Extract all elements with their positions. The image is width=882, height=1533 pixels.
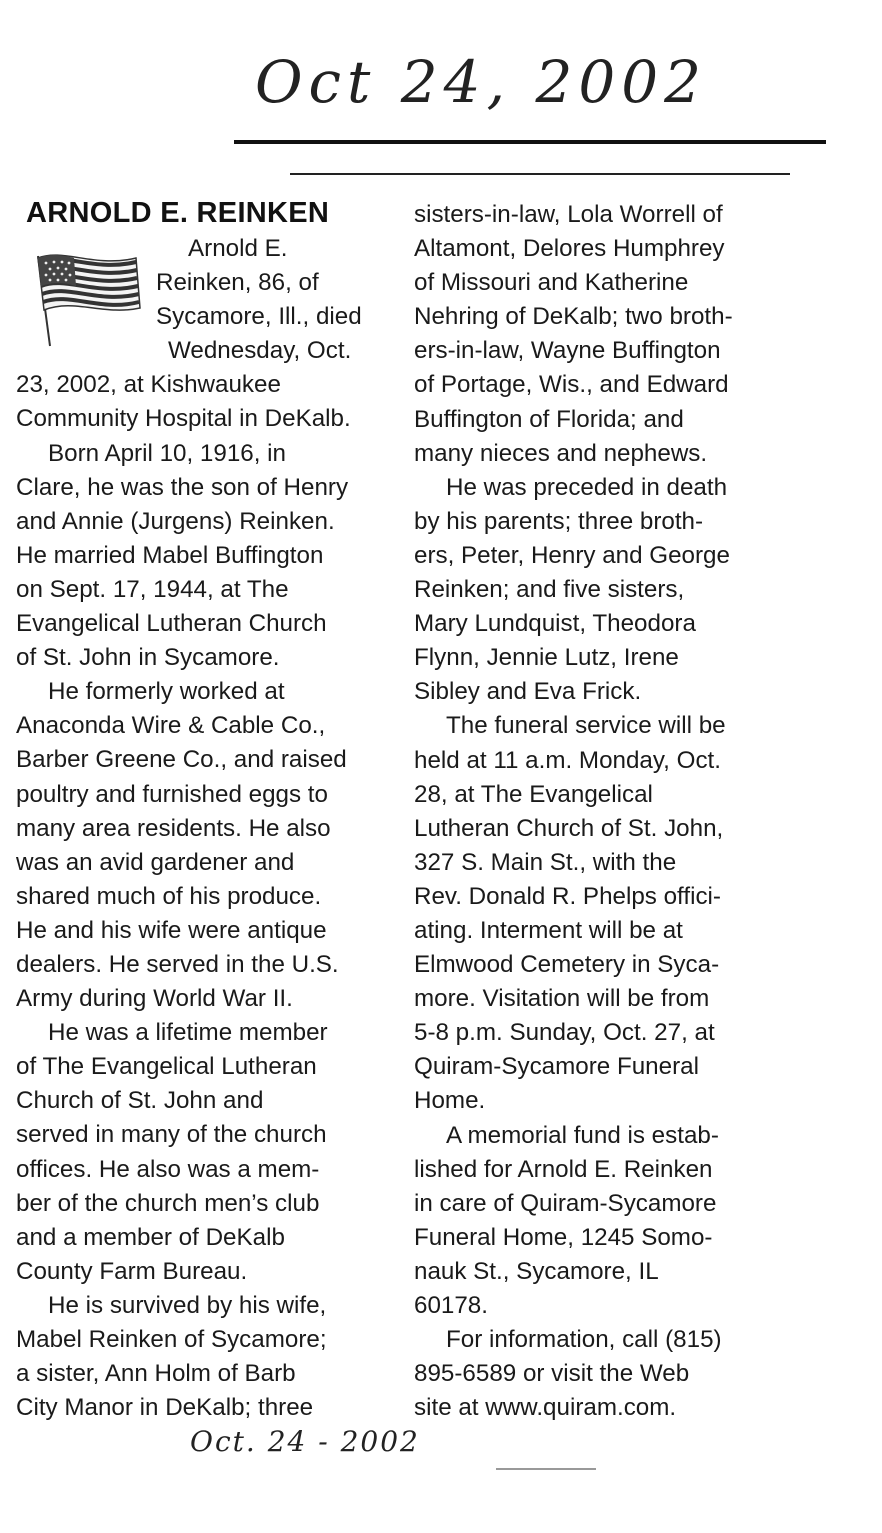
obituary-title: ARNOLD E. REINKEN [26,197,330,229]
text-line: dealers. He served in the U.S. [16,950,339,978]
text-line: 327 S. Main St., with the [414,848,677,876]
handwritten-date-bottom: Oct. 24 - 2002 [190,1425,420,1458]
text-line: 23, 2002, at Kishwaukee [16,371,281,399]
top-rule-thin [290,173,790,175]
text-line: Sycamore, Ill., died [156,303,362,331]
text-line: He was a lifetime member [48,1019,328,1047]
text-line: 28, at The Evangelical [414,780,653,808]
text-line: sisters-in-law, Lola Worrell of [414,201,723,228]
text-line: Anaconda Wire & Cable Co., [16,712,326,740]
top-rule-thick [234,140,826,144]
text-line: 60178. [414,1292,488,1319]
text-line: 895-6589 or visit the Web [414,1360,690,1388]
text-line: shared much of his produce. [16,882,322,910]
text-line: and a member of DeKalb [16,1223,285,1251]
text-line: Evangelical Lutheran Church [16,610,327,638]
text-line: Flynn, Jennie Lutz, Irene [414,644,679,672]
text-line: of St. John in Sycamore. [16,644,280,672]
text-line: served in many of the church [16,1121,327,1149]
text-line: many nieces and nephews. [414,439,708,467]
text-line: Reinken, 86, of [156,269,319,297]
text-line: of Portage, Wis., and Edward [414,371,729,399]
left-column [16,232,386,1425]
text-line: ers, Peter, Henry and George [414,541,730,569]
text-line: Community Hospital in DeKalb. [16,405,351,433]
text-line: Buffington of Florida; and [414,405,684,433]
text-line: ber of the church men’s club [16,1189,320,1217]
text-line: City Manor in DeKalb; three [16,1394,314,1422]
text-line: was an avid gardener and [16,848,295,876]
text-line: ating. Interment will be at [414,916,683,944]
text-line: Elmwood Cemetery in Syca- [414,951,720,979]
text-line: more. Visitation will be from [414,985,710,1013]
text-line: Born April 10, 1916, in [48,439,287,467]
text-line: ers-in-law, Wayne Buffington [414,337,721,365]
text-line: Reinken; and five sisters, [414,576,685,604]
text-line: The funeral service will be [446,712,726,740]
text-line: of Missouri and Katherine [414,269,689,297]
text-line: Nehring of DeKalb; two broth- [414,303,733,331]
text-line: site at www.quiram.com. [414,1394,677,1422]
text-line: many area residents. He also [16,814,331,842]
text-line: Sibley and Eva Frick. [414,678,642,706]
text-line: and Annie (Jurgens) Reinken. [16,507,335,535]
text-line: Altamont, Delores Humphrey [414,235,725,263]
text-line: nauk St., Sycamore, IL [414,1257,659,1285]
text-line: Arnold E. [188,235,288,262]
text-line: Funeral Home, 1245 Somo- [414,1223,713,1251]
text-line: He was preceded in death [446,473,728,501]
handwritten-date-top: Oct 24, 2002 [255,48,708,116]
text-line: of The Evangelical Lutheran [16,1053,317,1081]
text-line: 5-8 p.m. Sunday, Oct. 27, at [414,1019,715,1047]
text-line: Mary Lundquist, Theodora [414,610,696,638]
text-line: Quiram-Sycamore Funeral [414,1053,699,1081]
footer-rule [496,1468,596,1470]
text-line: He formerly worked at [48,678,285,706]
text-line: Home. [414,1087,486,1115]
text-line: on Sept. 17, 1944, at The [16,575,289,603]
text-line: Church of St. John and [16,1087,264,1115]
text-line: Army during World War II. [16,985,293,1013]
text-line: offices. He also was a mem- [16,1155,320,1183]
right-column [414,198,784,1425]
text-line: Wednesday, Oct. [168,337,352,365]
text-line: A memorial fund is estab- [446,1121,719,1149]
text-line: Rev. Donald R. Phelps offici- [414,882,721,910]
text-line: held at 11 a.m. Monday, Oct. [414,746,721,774]
text-line: Barber Greene Co., and raised [16,746,347,774]
text-line: in care of Quiram-Sycamore [414,1189,717,1217]
text-line: poultry and furnished eggs to [16,780,328,808]
text-line: He is survived by his wife, [48,1291,327,1319]
text-line: He married Mabel Buffington [16,541,324,569]
text-line: by his parents; three broth- [414,507,704,535]
text-line: Mabel Reinken of Sycamore; [16,1326,327,1353]
text-line: For information, call (815) [446,1326,722,1354]
text-line: He and his wife were antique [16,916,327,944]
text-line: Clare, he was the son of Henry [16,473,349,501]
text-line: County Farm Bureau. [16,1257,248,1285]
text-line: lished for Arnold E. Reinken [414,1155,713,1183]
text-line: a sister, Ann Holm of Barb [16,1360,296,1388]
text-line: Lutheran Church of St. John, [414,814,724,842]
